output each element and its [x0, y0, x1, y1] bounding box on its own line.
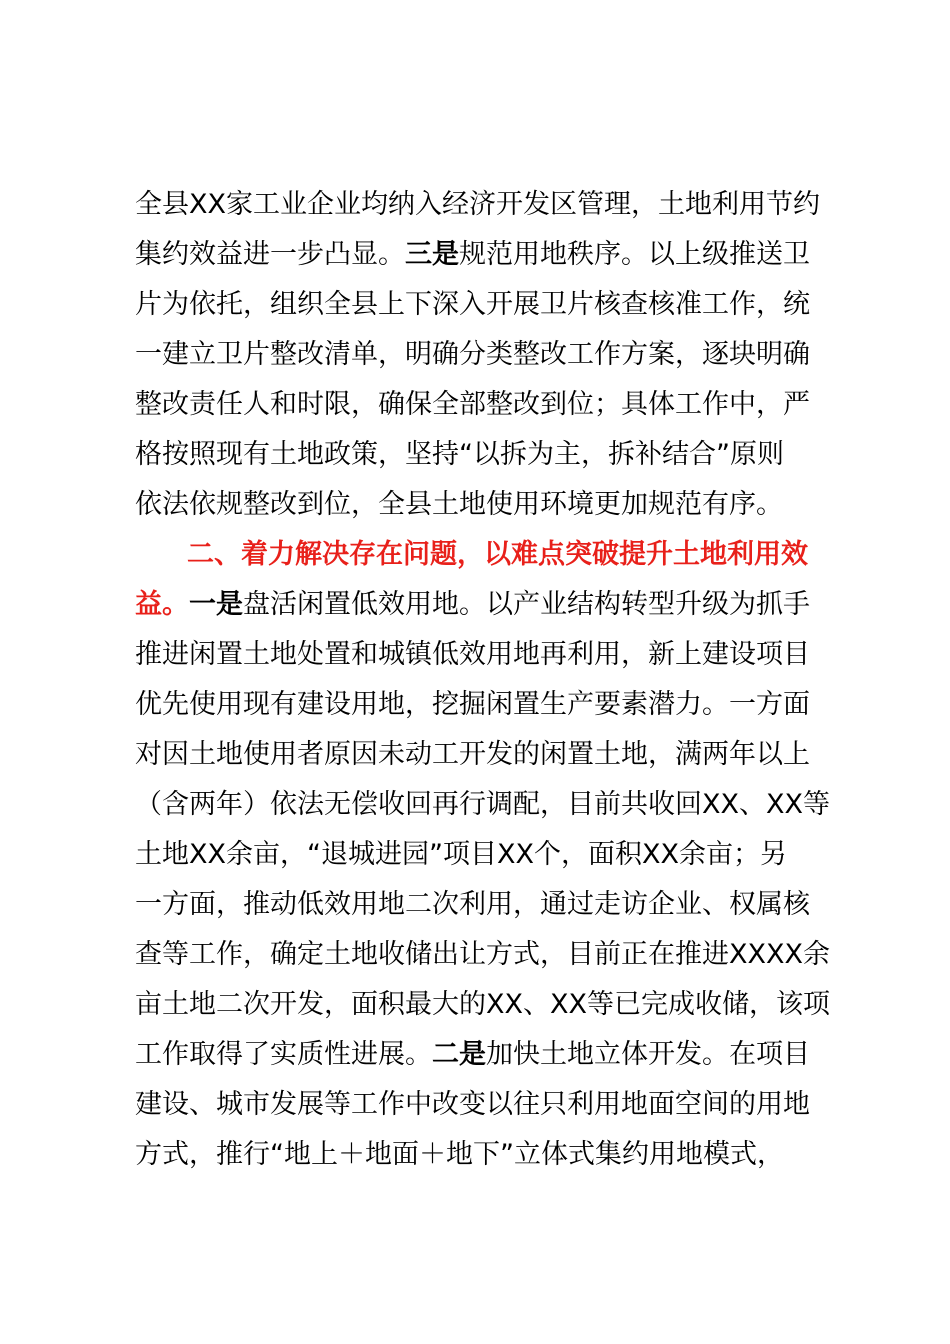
body-text-line — [135, 930, 855, 980]
paragraph-text: 工作取得了实质性进展。 — [135, 1039, 432, 1070]
body-text-line — [135, 430, 855, 480]
emphasis-text: 一是 — [189, 589, 243, 620]
paragraph-text: 土地XX余亩，“退城进园”项目XX个，面积XX余亩；另 — [135, 839, 787, 870]
paragraph-text: 整改责任人和时限，确保全部整改到位；具体工作中，严 — [135, 389, 810, 420]
section-heading-text: 二、着力解决存在问题，以难点突破提升土地利用效 — [187, 539, 808, 570]
emphasis-text: 三是 — [405, 239, 459, 270]
body-text-line — [187, 530, 855, 580]
paragraph-text: 查等工作，确定土地收储出让方式，目前正在推进XXXX余 — [135, 939, 830, 970]
paragraph-text: 加快土地立体开发。在项目 — [486, 1039, 810, 1070]
body-text-line — [135, 480, 855, 530]
body-text-line — [135, 380, 855, 430]
body-text-line — [135, 980, 855, 1030]
paragraph-text: 集约效益进一步凸显。 — [135, 239, 405, 270]
section-heading-text: 益。 — [135, 589, 189, 620]
paragraph-text: 建设、城市发展等工作中改变以往只利用地面空间的用地 — [135, 1089, 810, 1120]
paragraph-text: 优先使用现有建设用地，挖掘闲置生产要素潜力。一方面 — [135, 689, 810, 720]
paragraph-text: 盘活闲置低效用地。以产业结构转型升级为抓手 — [243, 589, 810, 620]
body-text-line — [135, 1030, 855, 1080]
body-text-line — [135, 780, 855, 830]
body-text-line — [135, 280, 855, 330]
body-text-line — [135, 630, 855, 680]
paragraph-text: 依法依规整改到位，全县土地使用环境更加规范有序。 — [135, 489, 783, 520]
body-text-line — [135, 830, 855, 880]
paragraph-text: 全县XX家工业企业均纳入经济开发区管理，土地利用节约 — [135, 189, 820, 220]
body-text-line — [135, 730, 855, 780]
paragraph-text: 对因土地使用者原因未动工开发的闲置土地，满两年以上 — [135, 739, 810, 770]
body-text-line — [135, 880, 855, 930]
paragraph-text: 片为依托，组织全县上下深入开展卫片核查核准工作，统 — [135, 289, 810, 320]
body-text-line — [135, 680, 855, 730]
body-text-line — [135, 1080, 855, 1130]
paragraph-text: （含两年）依法无偿收回再行调配，目前共收回XX、XX等 — [135, 789, 830, 820]
paragraph-text: 规范用地秩序。以上级推送卫 — [459, 239, 810, 270]
paragraph-text: 方式，推行“地上＋地面＋地下”立体式集约用地模式， — [135, 1139, 784, 1170]
body-text-line — [135, 580, 855, 630]
paragraph-text: 推进闲置土地处置和城镇低效用地再利用，新上建设项目 — [135, 639, 810, 670]
body-text-line — [135, 230, 855, 280]
paragraph-text: 亩土地二次开发，面积最大的XX、XX等已完成收储，该项 — [135, 989, 830, 1020]
paragraph-text: 一建立卫片整改清单，明确分类整改工作方案，逐块明确 — [135, 339, 810, 370]
body-text-line — [135, 180, 855, 230]
body-text-line — [135, 330, 855, 380]
emphasis-text: 二是 — [432, 1039, 486, 1070]
paragraph-text: 一方面，推动低效用地二次利用，通过走访企业、权属核 — [135, 889, 810, 920]
body-text-line — [135, 1130, 855, 1180]
paragraph-text: 格按照现有土地政策，坚持“以拆为主，拆补结合”原则 — [135, 439, 784, 470]
